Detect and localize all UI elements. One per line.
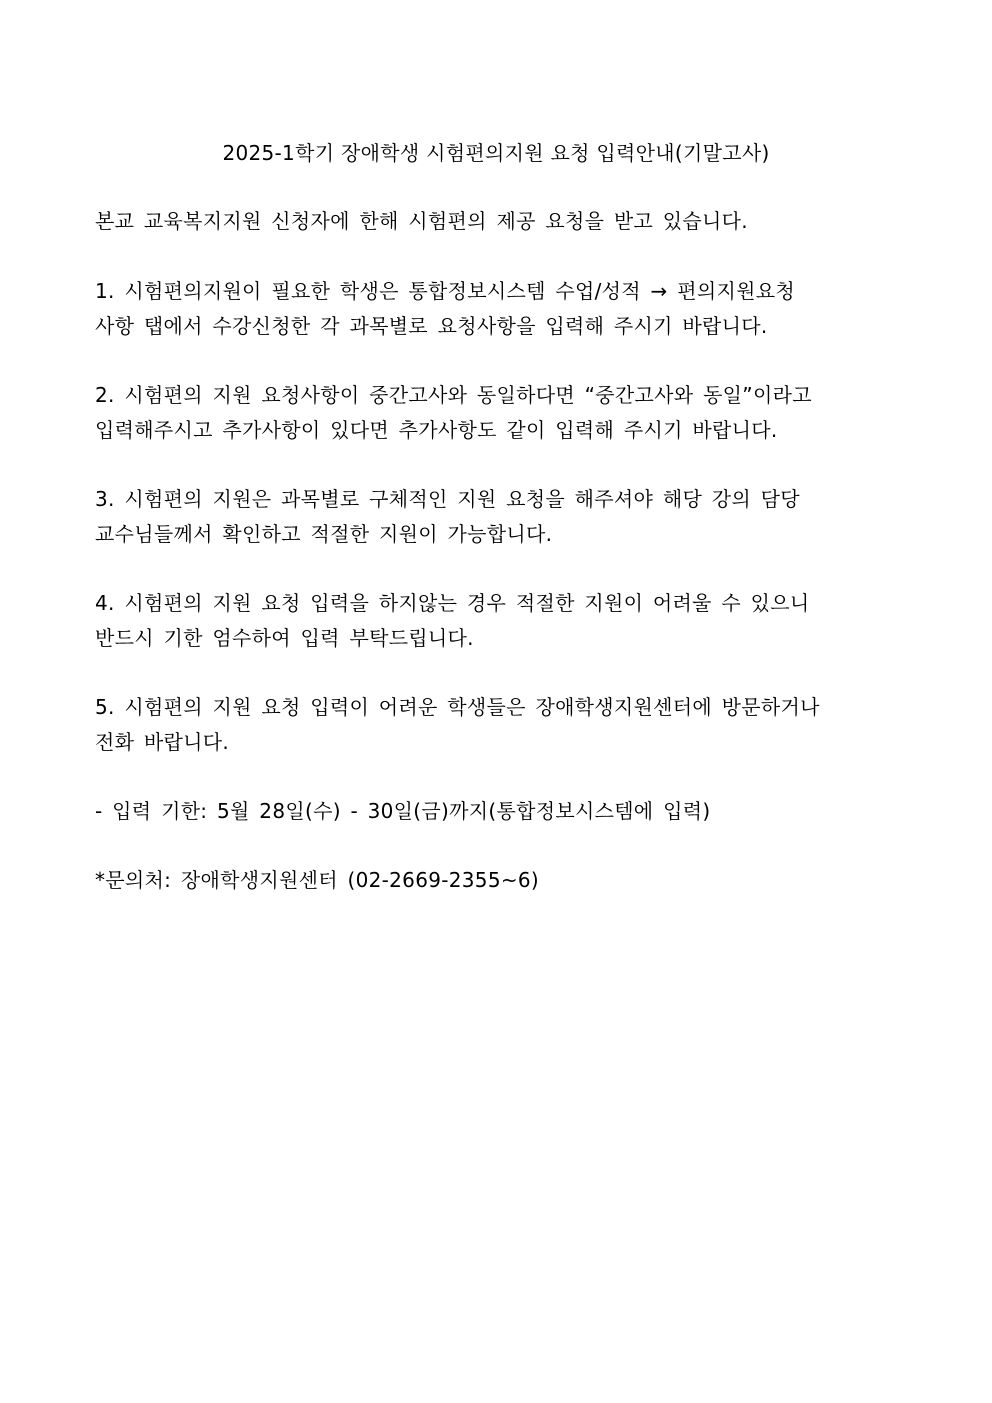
deadline-paragraph bbox=[95, 794, 900, 829]
notice-item-2-line-2: 입력해주시고 추가사항이 있다면 추가사항도 같이 입력해 주시기 바랍니다. bbox=[95, 418, 778, 442]
intro-paragraph bbox=[95, 204, 900, 239]
notice-item-4-line-1: 4. 시험편의 지원 요청 입력을 하지않는 경우 적절한 지원이 어려울 수 있으니 bbox=[95, 591, 810, 615]
contact-paragraph bbox=[95, 863, 900, 898]
notice-item-1 bbox=[95, 274, 900, 344]
notice-item-1-line-2: 사항 탭에서 수강신청한 각 과목별로 요청사항을 입력해 주시기 바랍니다. bbox=[95, 314, 768, 338]
notice-item-4 bbox=[95, 586, 900, 656]
notice-item-5 bbox=[95, 690, 900, 760]
intro-text: 본교 교육복지지원 신청자에 한해 시험편의 제공 요청을 받고 있습니다. bbox=[95, 209, 748, 233]
notice-item-5-line-2: 전화 바랍니다. bbox=[95, 730, 230, 754]
notice-item-1-line-1: 1. 시험편의지원이 필요한 학생은 통합정보시스템 수업/성적 → 편의지원요청 bbox=[95, 279, 795, 303]
notice-item-2-line-1: 2. 시험편의 지원 요청사항이 중간고사와 동일하다면 “중간고사와 동일”이라고 bbox=[95, 383, 812, 407]
notice-item-2 bbox=[95, 378, 900, 448]
notice-item-3-line-2: 교수님들께서 확인하고 적절한 지원이 가능합니다. bbox=[95, 522, 553, 546]
contact-text: *문의처: 장애학생지원센터 (02-2669-2355~6) bbox=[95, 868, 540, 892]
notice-item-3 bbox=[95, 482, 900, 552]
notice-item-4-line-2: 반드시 기한 엄수하여 입력 부탁드립니다. bbox=[95, 626, 474, 650]
document-title: 2025-1학기 장애학생 시험편의지원 요청 입력안내(기말고사) bbox=[222, 141, 770, 165]
notice-item-5-line-1: 5. 시험편의 지원 요청 입력이 어려운 학생들은 장애학생지원센터에 방문하거나 bbox=[95, 695, 820, 719]
notice-item-3-line-1: 3. 시험편의 지원은 과목별로 구체적인 지원 요청을 해주셔야 해당 강의 담당 bbox=[95, 487, 800, 511]
deadline-text: - 입력 기한: 5월 28일(수) - 30일(금)까지(통합정보시스템에 입력) bbox=[95, 799, 711, 823]
